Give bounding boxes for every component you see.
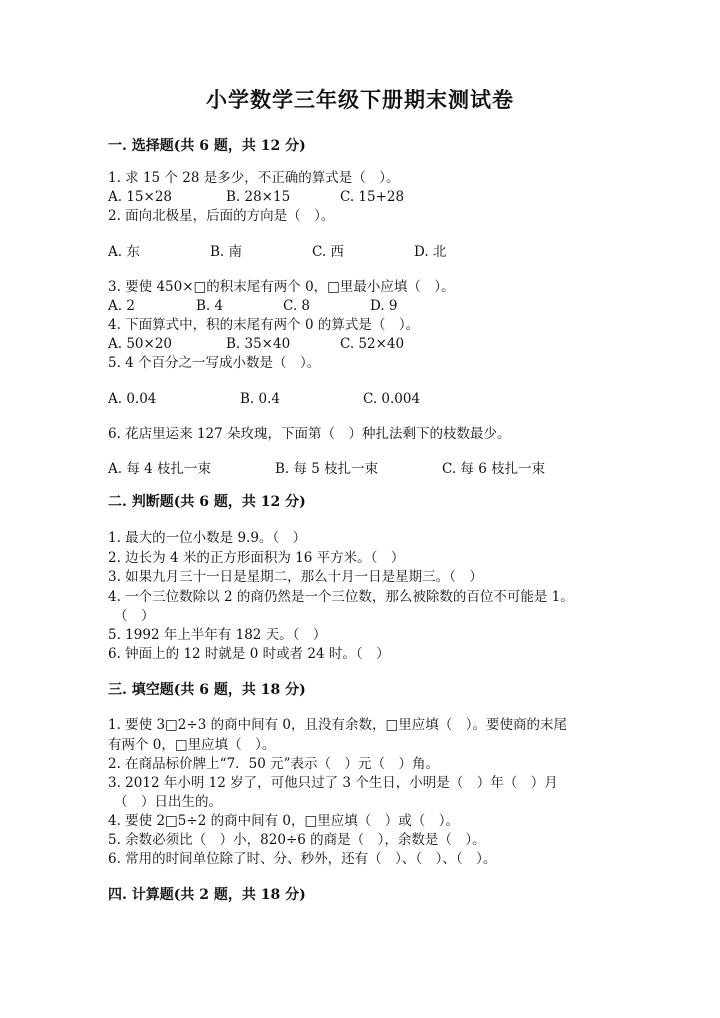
section-heading-calc: 四. 计算题(共 2 题，共 18 分)	[108, 887, 306, 903]
choice-q4-stem: 4. 下面算式中，积的末尾有两个 0 的算式是（ ）。	[108, 317, 420, 333]
section-heading-judge: 二. 判断题(共 6 题，共 12 分)	[108, 494, 306, 510]
judge-q3: 3. 如果九月三十一日是星期二，那么十月一日是星期三。（ ）	[108, 569, 483, 585]
judge-q6: 6. 钟面上的 12 时就是 0 时或者 24 时。（ ）	[108, 646, 390, 662]
fill-q3-line2: （ ）日出生的。	[114, 794, 222, 810]
choice-q2-option-a: A. 东	[108, 244, 140, 260]
choice-q4-option-b: B. 35×40	[226, 336, 291, 352]
choice-q6-stem: 6. 花店里运来 127 朵玫瑰，下面第（ ）种扎法剩下的枝数最少。	[108, 426, 511, 442]
choice-q2-option-b: B. 南	[210, 244, 243, 260]
fill-q2: 2. 在商品标价牌上“7．50 元”表示（ ）元（ ）角。	[108, 756, 440, 772]
fill-q5: 5. 余数必须比（ ）小，820÷6 的商是（ ），余数是（ ）。	[108, 832, 486, 848]
choice-q1-option-b: B. 28×15	[226, 189, 291, 205]
choice-q1-stem: 1. 求 15 个 28 是多少，不正确的算式是（ ）。	[108, 170, 400, 186]
choice-q1-option-a: A. 15×28	[108, 189, 172, 205]
judge-q1: 1. 最大的一位小数是 9.9。（ ）	[108, 530, 307, 546]
judge-q4-bracket: （ ）	[114, 608, 155, 624]
fill-q3-line1: 3. 2012 年小明 12 岁了，可他只过了 3 个生日，小明是（ ）年（ ）月	[108, 775, 558, 791]
section-heading-fill: 三. 填空题(共 6 题，共 18 分)	[108, 682, 306, 698]
fill-q1-line1: 1. 要使 3□2÷3 的商中间有 0，且没有余数，□里应填（ ）。要使商的末尾	[108, 717, 567, 733]
choice-q5-option-c: C. 0.004	[363, 391, 421, 407]
choice-q3-option-d: D. 9	[370, 298, 398, 314]
choice-q1-option-c: C. 15+28	[340, 189, 405, 205]
choice-q4-option-c: C. 52×40	[340, 336, 405, 352]
judge-q2: 2. 边长为 4 米的正方形面积为 16 平方米。（ ）	[108, 550, 405, 566]
judge-q5: 5. 1992 年上半年有 182 天。（ ）	[108, 627, 327, 643]
choice-q6-option-b: B. 每 5 枝扎一束	[275, 461, 379, 477]
choice-q2-option-c: C. 西	[312, 244, 344, 260]
fill-q6: 6. 常用的时间单位除了时、分、秒外，还有（ ）、（ ）、（ ）。	[108, 851, 497, 867]
choice-q3-option-a: A. 2	[108, 298, 135, 314]
choice-q2-option-d: D. 北	[414, 244, 447, 260]
judge-q4: 4. 一个三位数除以 2 的商仍然是一个三位数，那么被除数的百位不可能是 1。	[108, 589, 574, 605]
choice-q2-stem: 2. 面向北极星，后面的方向是（ ）。	[108, 208, 335, 224]
choice-q3-stem: 3. 要使 450×□的积末尾有两个 0，□里最小应填（ ）。	[108, 279, 455, 295]
page-title: 小学数学三年级下册期末测试卷	[206, 87, 514, 112]
choice-q4-option-a: A. 50×20	[108, 336, 172, 352]
choice-q3-option-c: C. 8	[283, 298, 311, 314]
section-heading-choice: 一. 选择题(共 6 题，共 12 分)	[108, 138, 306, 154]
choice-q6-option-c: C. 每 6 枝扎一束	[442, 461, 546, 477]
fill-q4: 4. 要使 2□5÷2 的商中间有 0，□里应填（ ）或（ ）。	[108, 813, 459, 829]
fill-q1-line2: 有两个 0，□里应填（ ）。	[108, 737, 276, 753]
choice-q5-option-a: A. 0.04	[108, 391, 157, 407]
choice-q5-option-b: B. 0.4	[240, 391, 280, 407]
choice-q3-option-b: B. 4	[196, 298, 224, 314]
choice-q6-option-a: A. 每 4 枝扎一束	[108, 461, 212, 477]
choice-q5-stem: 5. 4 个百分之一写成小数是（ ）。	[108, 355, 321, 371]
